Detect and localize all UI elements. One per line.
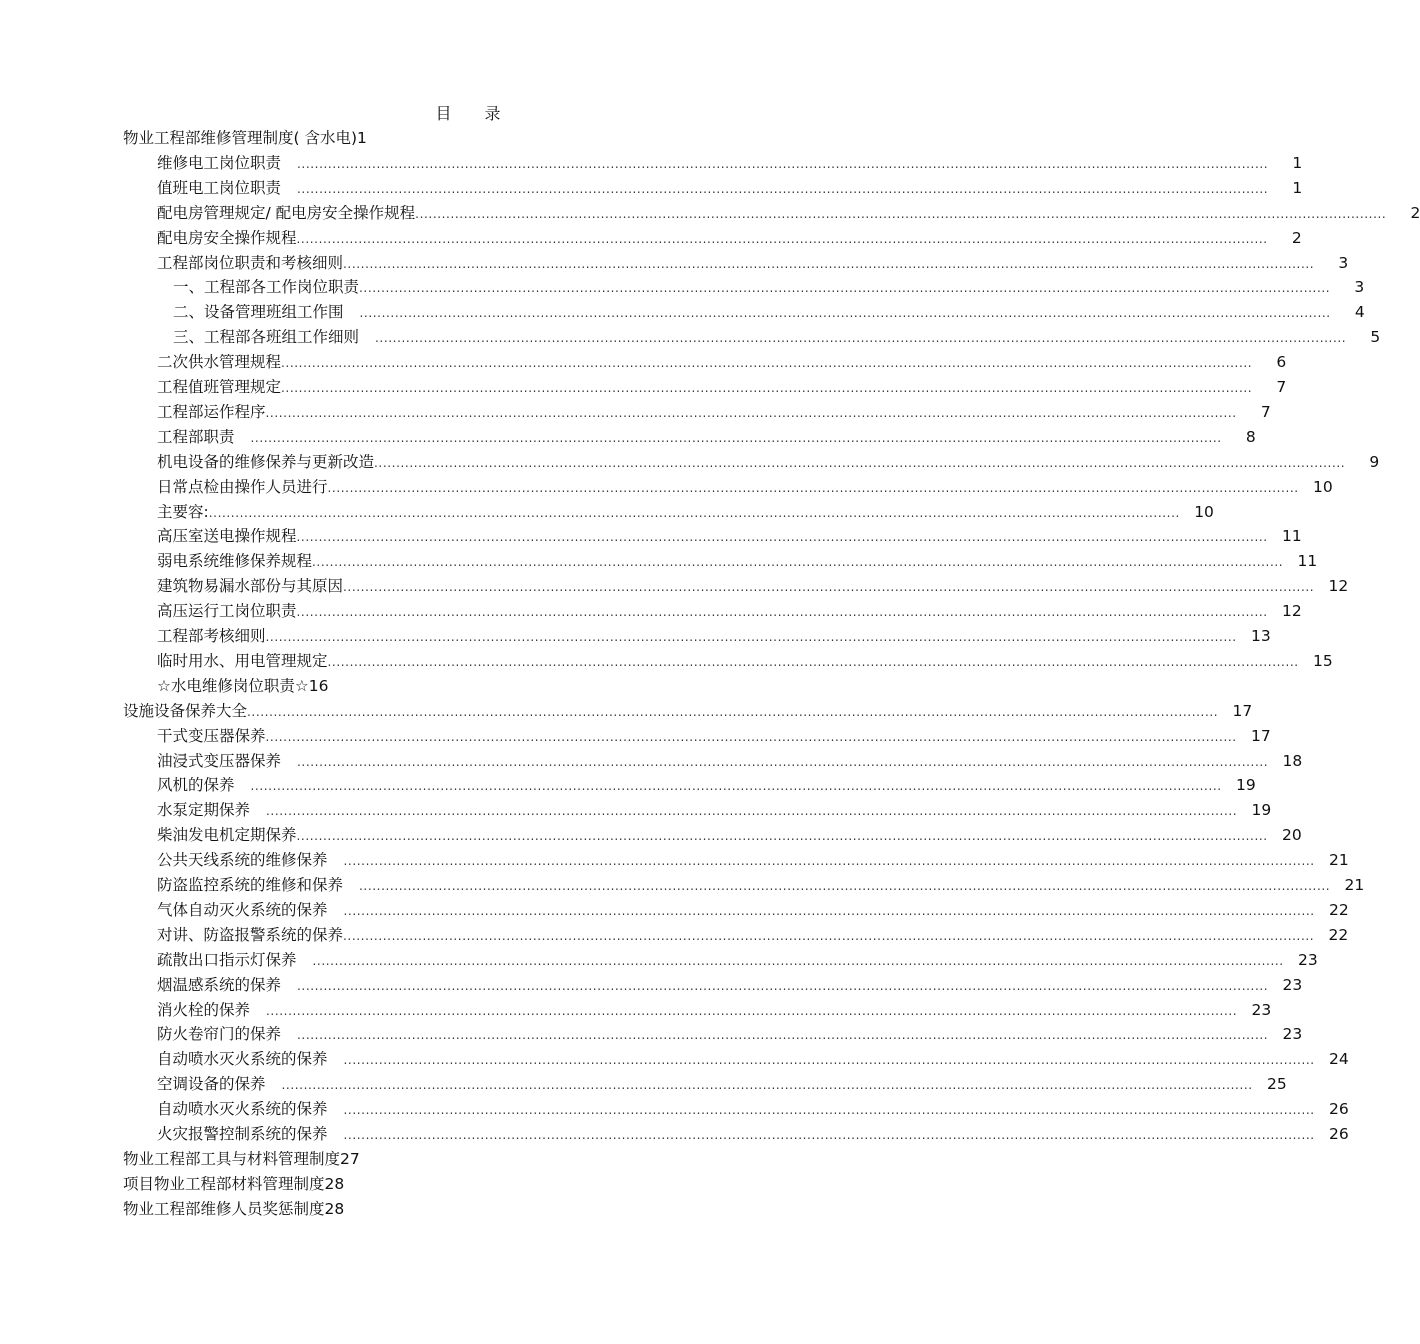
toc-entry-page: 1 (1292, 153, 1303, 172)
toc-dot-leader: ............................................................................................................................................................................................................................ (297, 1028, 1269, 1043)
toc-dot-leader: ............................................................................................................................................................................................................................ (343, 1053, 1315, 1068)
toc-dot-leader: ............................................................................................................................................................................................................................ (266, 804, 1238, 819)
toc-entry[interactable] (157, 974, 1303, 996)
toc-entry-label: 工程部职责 (157, 427, 235, 446)
toc-entry[interactable] (157, 1098, 1349, 1120)
toc-entry[interactable] (123, 1148, 360, 1170)
toc-entry-page: 3 (1354, 278, 1365, 297)
toc-entry[interactable] (157, 525, 1302, 547)
toc-entry[interactable] (157, 252, 1349, 274)
toc-entry-label: 自动喷水灭火系统的保养 (157, 1050, 328, 1069)
toc-entry-label: 弱电系统维修保养规程 (157, 552, 313, 571)
toc-entry-label: 消火栓的保养 (157, 1000, 251, 1019)
toc-entry-page: 7 (1276, 378, 1287, 396)
toc-entry-page: 9 (1369, 452, 1380, 471)
toc-entry-label: 柴油发电机定期保养 (157, 826, 297, 845)
toc-entry[interactable] (157, 351, 1287, 373)
toc-entry-label: 临时用水、用电管理规定 (157, 651, 328, 670)
toc-entry[interactable] (157, 725, 1271, 747)
toc-entry-label: 二次供水管理规程 (157, 353, 282, 372)
toc-entry-page: 12 (1281, 602, 1302, 621)
toc-dot-leader: ............................................................................................................................................................................................................................ (297, 181, 1269, 196)
toc-dot-leader: ............................................................................................................................................................................................................................ (265, 630, 1237, 644)
toc-dot-leader: ............................................................................................................................................................................................................................ (281, 1078, 1253, 1093)
toc-entry[interactable] (123, 1198, 344, 1220)
toc-dot-leader: ............................................................................................................................................................................................................................ (343, 903, 1315, 918)
toc-entry-label: 高压室送电操作规程 (157, 527, 297, 546)
toc-entry[interactable] (157, 550, 1318, 572)
toc-entry-page: 22 (1328, 900, 1349, 919)
toc-entry[interactable] (157, 501, 1214, 523)
toc-entry[interactable] (157, 401, 1271, 423)
toc-entry-label: 火灾报警控制系统的保养 (157, 1125, 328, 1143)
toc-entry-label: 一、工程部各工作岗位职责 (173, 278, 360, 297)
toc-dot-leader: ............................................................................................................................................................................................................................ (343, 1128, 1315, 1142)
toc-entry-page: 12 (1328, 577, 1349, 596)
toc-entry[interactable] (157, 476, 1333, 498)
toc-entry-label: 物业工程部维修管理制度( 含水电) (123, 129, 358, 147)
toc-dot-leader: ............................................................................................................................................................................................................................ (312, 953, 1284, 968)
toc-entry[interactable] (157, 227, 1302, 249)
toc-entry[interactable] (157, 774, 1256, 796)
toc-entry-label: 三、工程部各班组工作细则 (173, 328, 360, 347)
toc-entry-label: 值班电工岗位职责 (157, 178, 282, 197)
toc-entry-label: 公共天线系统的维修保养 (157, 851, 328, 870)
toc-entry-page: 27 (340, 1149, 360, 1168)
toc-entry-label: 二、设备管理班组工作围 (173, 303, 344, 322)
toc-entry[interactable] (123, 127, 367, 149)
toc-entry[interactable] (123, 700, 1253, 722)
toc-entry[interactable] (157, 152, 1303, 174)
toc-dot-leader: ............................................................................................................................................................................................................................ (281, 356, 1253, 371)
toc-dot-leader: ............................................................................................................................................................................................................................ (266, 1003, 1238, 1018)
toc-dot-leader: ............................................................................................................................................................................................................................ (343, 1103, 1315, 1118)
toc-entry[interactable] (157, 874, 1365, 896)
toc-dot-leader: ............................................................................................................................................................................................................................ (343, 854, 1315, 869)
toc-entry-page: 10 (1194, 502, 1214, 521)
toc-entry-label: ☆水电维修岗位职责☆ (157, 676, 309, 695)
toc-entry-label: 机电设备的维修保养与更新改造 (157, 452, 375, 471)
toc-entry[interactable] (123, 1173, 344, 1195)
toc-entry-page: 15 (1312, 651, 1333, 670)
toc-entry-page: 1 (1292, 178, 1303, 197)
toc-entry-label: 水泵定期保养 (157, 801, 251, 820)
toc-entry-page: 24 (1328, 1050, 1349, 1069)
toc-entry-label: 干式变压器保养 (157, 726, 266, 745)
toc-dot-leader: ............................................................................................................................................................................................................................ (296, 605, 1268, 620)
toc-dot-leader: ............................................................................................................................................................................................................................ (343, 928, 1315, 943)
toc-entry[interactable] (157, 824, 1302, 846)
toc-entry-page: 26 (1328, 1100, 1349, 1119)
toc-entry[interactable] (157, 1123, 1349, 1145)
toc-entry-label: 疏散出口指示灯保养 (157, 950, 297, 969)
toc-entry-page: 28 (324, 1199, 345, 1218)
toc-entry[interactable] (173, 276, 1365, 298)
toc-entry-page: 19 (1235, 776, 1256, 795)
toc-entry[interactable] (157, 750, 1303, 772)
toc-entry[interactable] (173, 301, 1365, 323)
toc-entry-label: 气体自动灭火系统的保养 (157, 900, 328, 919)
toc-entry[interactable] (157, 899, 1349, 921)
toc-dot-leader: ............................................................................................................................................................................................................................ (359, 879, 1331, 893)
toc-entry-page: 22 (1328, 925, 1349, 944)
toc-dot-leader: ............................................................................................................................................................................................................................ (265, 729, 1237, 744)
toc-entry[interactable] (157, 426, 1256, 448)
toc-entry-page: 4 (1354, 303, 1365, 322)
toc-entry-page: 23 (1282, 1025, 1303, 1044)
toc-entry-page: 2 (1410, 203, 1420, 222)
toc-entry-label: 油浸式变压器保养 (157, 751, 282, 770)
toc-entry[interactable] (157, 451, 1380, 473)
toc-dot-leader: ............................................................................................................................................................................................................................ (415, 206, 1387, 221)
toc-entry-page: 11 (1297, 552, 1318, 571)
toc-entry-label: 工程部运作程序 (157, 402, 266, 421)
toc-entry-label: 高压运行工岗位职责 (157, 602, 297, 621)
toc-entry-page: 2 (1291, 228, 1302, 247)
toc-dot-leader: ............................................................................................................................................................................................................................ (359, 281, 1331, 296)
toc-entry-page: 21 (1328, 851, 1349, 870)
toc-entry-page: 19 (1251, 801, 1272, 820)
toc-dot-leader: ............................................................................................................................................................................................................................ (296, 829, 1268, 844)
toc-dot-leader: ............................................................................................................................................................................................................................ (265, 405, 1237, 420)
toc-entry[interactable] (157, 202, 1420, 224)
toc-entry-label: 烟温感系统的保养 (157, 975, 282, 994)
toc-dot-leader: ............................................................................................................................................................................................................................ (297, 156, 1269, 171)
toc-entry-page: 25 (1266, 1075, 1287, 1094)
toc-dot-leader: ............................................................................................................................................................................................................................ (327, 480, 1299, 495)
toc-entry[interactable] (157, 1048, 1349, 1070)
toc-entry[interactable] (157, 849, 1349, 871)
toc-entry-label: 物业工程部工具与材料管理制度 (123, 1149, 341, 1168)
toc-dot-leader: ............................................................................................................................................................................................................................ (281, 381, 1253, 395)
toc-entry-page: 18 (1282, 751, 1303, 770)
toc-entry-page: 26 (1328, 1125, 1349, 1143)
toc-entry[interactable] (157, 650, 1333, 672)
toc-dot-leader: ............................................................................................................................................................................................................................ (312, 555, 1284, 570)
toc-entry-label: 防盗监控系统的维修和保养 (157, 876, 344, 894)
toc-entry[interactable] (157, 600, 1302, 622)
toc-entry-label: 工程值班管理规定 (157, 378, 282, 396)
toc-entry[interactable] (157, 799, 1272, 821)
toc-dot-leader: ............................................................................................................................................................................................................................ (250, 430, 1222, 445)
toc-entry[interactable] (157, 1073, 1287, 1095)
toc-entry-label: 设施设备保养大全 (123, 701, 248, 720)
toc-entry-label: 建筑物易漏水部份与其原因 (157, 577, 344, 596)
toc-entry-label: 物业工程部维修人员奖惩制度 (123, 1199, 325, 1218)
toc-dot-leader: ............................................................................................................................................................................................................................ (297, 754, 1269, 769)
toc-entry[interactable] (157, 675, 329, 697)
toc-entry-page: 17 (1250, 726, 1271, 745)
toc-entry[interactable] (157, 949, 1318, 971)
toc-dot-leader: ............................................................................................................................................................................................................................ (247, 704, 1219, 719)
toc-dot-leader: ............................................................................................................................................................................................................................ (343, 580, 1315, 595)
toc-title: 目 录 (435, 104, 515, 123)
toc-entry[interactable] (157, 575, 1349, 597)
toc-entry-page: 28 (324, 1174, 345, 1193)
toc-entry-page: 17 (1232, 701, 1253, 720)
toc-entry-label: 工程部岗位职责和考核细则 (157, 253, 344, 272)
toc-entry-label: 项目物业工程部材料管理制度 (123, 1174, 325, 1193)
toc-entry-label: 工程部考核细则 (157, 627, 266, 645)
toc-entry-page: 23 (1251, 1000, 1272, 1019)
toc-entry-label: 风机的保养 (157, 776, 235, 795)
toc-entry-label: 防火卷帘门的保养 (157, 1025, 282, 1044)
toc-dot-leader: ............................................................................................................................................................................................................................ (327, 654, 1299, 669)
toc-entry-page: 11 (1281, 527, 1302, 546)
toc-dot-leader: ............................................................................................................................................................................................................................ (359, 306, 1331, 321)
toc-dot-leader: ............................................................................................................................................................................................................................ (208, 505, 1180, 520)
toc-entry[interactable] (157, 177, 1303, 199)
toc-entry-label: 空调设备的保养 (157, 1075, 266, 1094)
toc-dot-leader: ............................................................................................................................................................................................................................ (375, 331, 1347, 346)
toc-entry-label: 主要容: (157, 502, 209, 521)
toc-entry-page: 1 (357, 129, 367, 147)
toc-entry-page: 5 (1370, 328, 1381, 347)
toc-dot-leader: ............................................................................................................................................................................................................................ (374, 455, 1346, 470)
toc-dot-leader: ............................................................................................................................................................................................................................ (250, 779, 1222, 794)
toc-entry-label: 日常点检由操作人员进行 (157, 477, 328, 496)
toc-entry-page: 16 (308, 676, 329, 695)
toc-entry-label: 配电房管理规定/ 配电房安全操作规程 (157, 203, 416, 222)
toc-entry[interactable] (157, 924, 1349, 946)
toc-entry-page: 20 (1281, 826, 1302, 845)
toc-entry-label: 维修电工岗位职责 (157, 153, 282, 172)
toc-entry-label: 自动喷水灭火系统的保养 (157, 1100, 328, 1119)
toc-dot-leader: ............................................................................................................................................................................................................................ (297, 978, 1269, 993)
toc-entry-page: 23 (1282, 975, 1303, 994)
toc-entry-page: 23 (1297, 950, 1318, 969)
toc-dot-leader: ............................................................................................................................................................................................................................ (343, 256, 1315, 271)
toc-entry-page: 8 (1245, 427, 1256, 446)
toc-entry-page: 6 (1276, 353, 1287, 372)
toc-entry-page: 21 (1344, 876, 1365, 894)
toc-entry-page: 3 (1338, 253, 1349, 272)
toc-entry[interactable] (157, 376, 1287, 398)
toc-dot-leader: ............................................................................................................................................................................................................................ (296, 231, 1268, 246)
toc-dot-leader: ............................................................................................................................................................................................................................ (296, 530, 1268, 545)
toc-entry[interactable] (173, 326, 1381, 348)
toc-entry[interactable] (157, 1023, 1303, 1045)
toc-entry-page: 13 (1250, 627, 1271, 645)
toc-entry[interactable] (157, 625, 1271, 647)
toc-entry-label: 对讲、防盗报警系统的保养 (157, 925, 344, 944)
toc-entry-page: 7 (1260, 402, 1271, 421)
toc-entry-label: 配电房安全操作规程 (157, 228, 297, 247)
toc-entry[interactable] (157, 999, 1272, 1021)
toc-entry-page: 10 (1312, 477, 1333, 496)
